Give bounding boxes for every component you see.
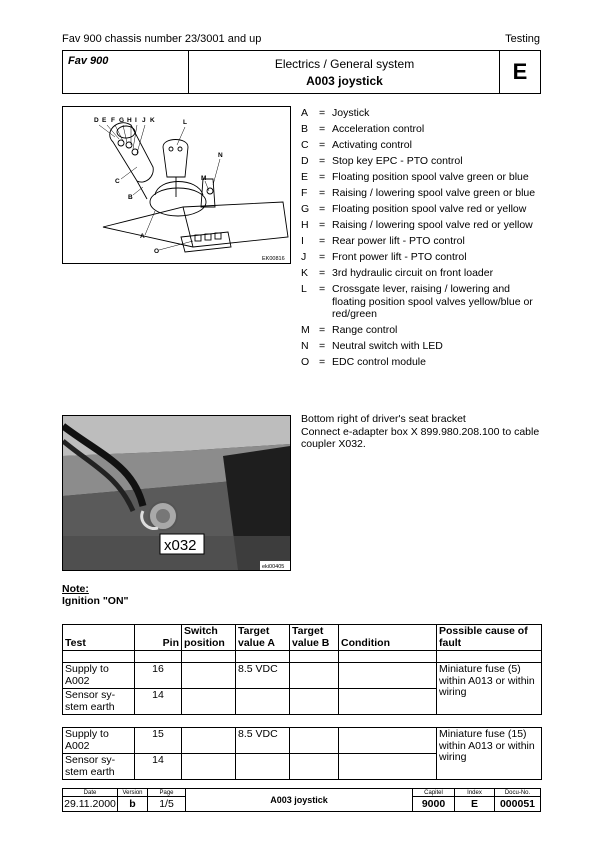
switch-cell bbox=[182, 728, 236, 754]
legend-item bbox=[301, 203, 541, 216]
legend-text: Neutral switch with LED bbox=[332, 340, 443, 352]
diagram-label-i: I bbox=[135, 117, 137, 124]
target-b-cell bbox=[290, 754, 339, 780]
legend-key: E bbox=[301, 171, 309, 183]
legend-equals: = bbox=[319, 324, 326, 336]
footer-capitel-label: Capitel bbox=[413, 789, 454, 797]
page-footer bbox=[62, 788, 541, 812]
footer-index-value: E bbox=[470, 798, 478, 810]
legend-key: I bbox=[301, 235, 304, 247]
joystick-drawing bbox=[63, 107, 290, 263]
header-titles bbox=[189, 51, 500, 93]
switch-cell bbox=[182, 754, 236, 780]
legend-text: Rear power lift - PTO control bbox=[332, 235, 465, 247]
legend-equals: = bbox=[319, 267, 326, 279]
legend-equals: = bbox=[319, 171, 326, 183]
diagram-label-j: J bbox=[142, 117, 146, 124]
col-condition: Condition bbox=[339, 625, 437, 651]
table-row bbox=[63, 663, 542, 689]
switch-cell bbox=[182, 689, 236, 715]
system-title: Electrics / General system bbox=[274, 57, 415, 71]
test-cell: Sensor sy-stem earth bbox=[63, 689, 135, 715]
table-spacer-row bbox=[63, 651, 542, 663]
condition-cell bbox=[339, 663, 437, 689]
footer-docu-value: 000051 bbox=[499, 798, 536, 810]
target-a-cell bbox=[236, 689, 290, 715]
legend-item bbox=[301, 283, 541, 321]
footer-title-text: A003 joystick bbox=[270, 795, 328, 805]
footer-page bbox=[148, 789, 186, 811]
legend-key: C bbox=[301, 139, 309, 151]
photo-code: eki00405 bbox=[262, 564, 285, 570]
diagram-label-k: K bbox=[150, 117, 155, 124]
note-title: Note: bbox=[62, 583, 89, 595]
chapter-name: Testing bbox=[505, 33, 540, 45]
legend-equals: = bbox=[319, 187, 326, 199]
legend-key: H bbox=[301, 219, 309, 231]
legend-equals: = bbox=[319, 356, 326, 368]
col-target-a: Target value A bbox=[236, 625, 290, 651]
legend-text: 3rd hydraulic circuit on front loader bbox=[332, 267, 494, 279]
diagram-label-l: L bbox=[183, 119, 187, 126]
switch-cell bbox=[182, 663, 236, 689]
legend-key: G bbox=[301, 203, 310, 215]
connection-step: Connect e-adapter box X 899.980.208.100 to cable coupler X032. bbox=[301, 425, 540, 450]
diagram-label-h: H bbox=[127, 117, 132, 124]
footer-capitel-value: 9000 bbox=[421, 798, 446, 810]
diagram-label-b: B bbox=[128, 194, 133, 201]
legend-text: Joystick bbox=[332, 107, 370, 119]
target-b-cell bbox=[290, 728, 339, 754]
legend-item bbox=[301, 340, 541, 353]
legend-item bbox=[301, 139, 541, 152]
legend-equals: = bbox=[319, 107, 326, 119]
legend-key: D bbox=[301, 155, 309, 167]
legend-key: O bbox=[301, 356, 310, 368]
diagram-label-e: E bbox=[102, 117, 107, 124]
footer-version bbox=[118, 789, 148, 811]
legend-item bbox=[301, 123, 541, 136]
footer-page-value: 1/5 bbox=[159, 798, 174, 810]
coupler-photo bbox=[62, 415, 291, 571]
legend-text: Range control bbox=[332, 324, 398, 336]
diagram-label-a: A bbox=[140, 233, 145, 240]
joystick-diagram bbox=[62, 106, 291, 264]
connection-instructions bbox=[301, 413, 541, 451]
footer-index bbox=[455, 789, 495, 811]
legend-item bbox=[301, 267, 541, 280]
table-header-row bbox=[63, 625, 542, 651]
legend-equals: = bbox=[319, 251, 326, 263]
model-name: Fav 900 bbox=[63, 51, 189, 93]
footer-version-label: Version bbox=[118, 789, 147, 797]
legend-text: EDC control module bbox=[332, 356, 426, 368]
legend-equals: = bbox=[319, 139, 326, 151]
diagram-label-g: G bbox=[119, 117, 125, 124]
legend-key: B bbox=[301, 123, 309, 135]
legend-key: K bbox=[301, 267, 309, 279]
table-row bbox=[63, 728, 542, 754]
legend-text: Raising / lowering spool valve red or yellow bbox=[332, 219, 533, 231]
legend-equals: = bbox=[319, 155, 326, 167]
test-cell: Sensor sy-stem earth bbox=[63, 754, 135, 780]
legend-equals: = bbox=[319, 123, 326, 135]
condition-cell bbox=[339, 728, 437, 754]
target-b-cell bbox=[290, 689, 339, 715]
legend-text: Stop key EPC - PTO control bbox=[332, 155, 463, 167]
chassis-note: Fav 900 chassis number 23/3001 and up bbox=[62, 33, 262, 45]
legend-item bbox=[301, 251, 541, 264]
condition-cell bbox=[339, 689, 437, 715]
pin-cell: 14 bbox=[135, 689, 182, 715]
legend-equals: = bbox=[319, 219, 326, 231]
legend-item bbox=[301, 171, 541, 184]
diagram-label-f: F bbox=[111, 117, 115, 124]
section-letter: E bbox=[499, 51, 540, 93]
legend-item bbox=[301, 219, 541, 232]
test-cell: Supply to A002 bbox=[63, 728, 135, 754]
legend-list bbox=[301, 107, 541, 372]
diagram-code: EK00816 bbox=[262, 256, 285, 262]
col-target-b: Target value B bbox=[290, 625, 339, 651]
footer-version-value: b bbox=[129, 798, 136, 810]
footer-page-label: Page bbox=[148, 789, 185, 797]
legend-key: F bbox=[301, 187, 308, 199]
legend-item bbox=[301, 187, 541, 200]
page-header bbox=[62, 50, 541, 94]
footer-index-label: Index bbox=[455, 789, 494, 797]
legend-equals: = bbox=[319, 340, 326, 352]
col-cause: Possible cause of fault bbox=[437, 625, 542, 651]
legend-text: Floating position spool valve green or blue bbox=[332, 171, 529, 183]
pin-cell: 14 bbox=[135, 754, 182, 780]
photo-label: x032 bbox=[164, 537, 197, 554]
legend-key: M bbox=[301, 324, 310, 336]
legend-equals: = bbox=[319, 283, 326, 295]
condition-cell bbox=[339, 754, 437, 780]
target-b-cell bbox=[290, 663, 339, 689]
footer-date bbox=[63, 789, 118, 811]
test-table-header bbox=[62, 624, 542, 663]
legend-item bbox=[301, 324, 541, 337]
diagram-label-d: D bbox=[94, 117, 99, 124]
cause-cell: Miniature fuse (5) within A013 or within wiring bbox=[437, 663, 542, 715]
footer-date-label: Date bbox=[63, 789, 117, 797]
legend-text: Floating position spool valve red or yellow bbox=[332, 203, 527, 215]
legend-item bbox=[301, 107, 541, 120]
target-a-cell: 8.5 VDC bbox=[236, 728, 290, 754]
legend-text: Acceleration control bbox=[332, 123, 425, 135]
legend-key: L bbox=[301, 283, 307, 295]
footer-title bbox=[186, 789, 413, 811]
test-cell: Supply to A002 bbox=[63, 663, 135, 689]
legend-item bbox=[301, 235, 541, 248]
col-test: Test bbox=[63, 625, 135, 651]
target-a-cell: 8.5 VDC bbox=[236, 663, 290, 689]
diagram-label-m: M bbox=[201, 175, 207, 182]
footer-date-value: 29.11.2000 bbox=[64, 798, 116, 810]
legend-key: A bbox=[301, 107, 309, 119]
diagram-label-o: O bbox=[154, 248, 160, 255]
legend-text: Raising / lowering spool valve green or blue bbox=[332, 187, 536, 199]
footer-docu bbox=[495, 789, 540, 811]
diagram-label-c: C bbox=[115, 178, 120, 185]
coupler-photo-drawing bbox=[63, 416, 290, 570]
diagram-label-n: N bbox=[218, 152, 223, 159]
cause-cell: Miniature fuse (15) within A013 or within wiring bbox=[437, 728, 542, 780]
note-block bbox=[62, 583, 129, 607]
legend-key: J bbox=[301, 251, 307, 263]
target-a-cell bbox=[236, 754, 290, 780]
connection-location: Bottom right of driver's seat bracket bbox=[301, 413, 466, 425]
legend-text: Crossgate lever, raising / lowering and floating position spool valves yellow/blue or red/green bbox=[332, 283, 533, 320]
legend-equals: = bbox=[319, 235, 326, 247]
footer-capitel bbox=[413, 789, 455, 811]
test-group-2 bbox=[62, 727, 542, 780]
test-group-1 bbox=[62, 662, 542, 715]
footer-docu-label: Docu-No. bbox=[495, 789, 540, 797]
legend-key: N bbox=[301, 340, 309, 352]
legend-text: Activating control bbox=[332, 139, 412, 151]
legend-item bbox=[301, 356, 541, 369]
pin-cell: 16 bbox=[135, 663, 182, 689]
col-switch: Switch position bbox=[182, 625, 236, 651]
col-pin: Pin bbox=[135, 625, 182, 651]
pin-cell: 15 bbox=[135, 728, 182, 754]
note-text: Ignition "ON" bbox=[62, 595, 129, 607]
component-title: A003 joystick bbox=[306, 74, 383, 88]
legend-equals: = bbox=[319, 203, 326, 215]
legend-item bbox=[301, 155, 541, 168]
legend-text: Front power lift - PTO control bbox=[332, 251, 467, 263]
